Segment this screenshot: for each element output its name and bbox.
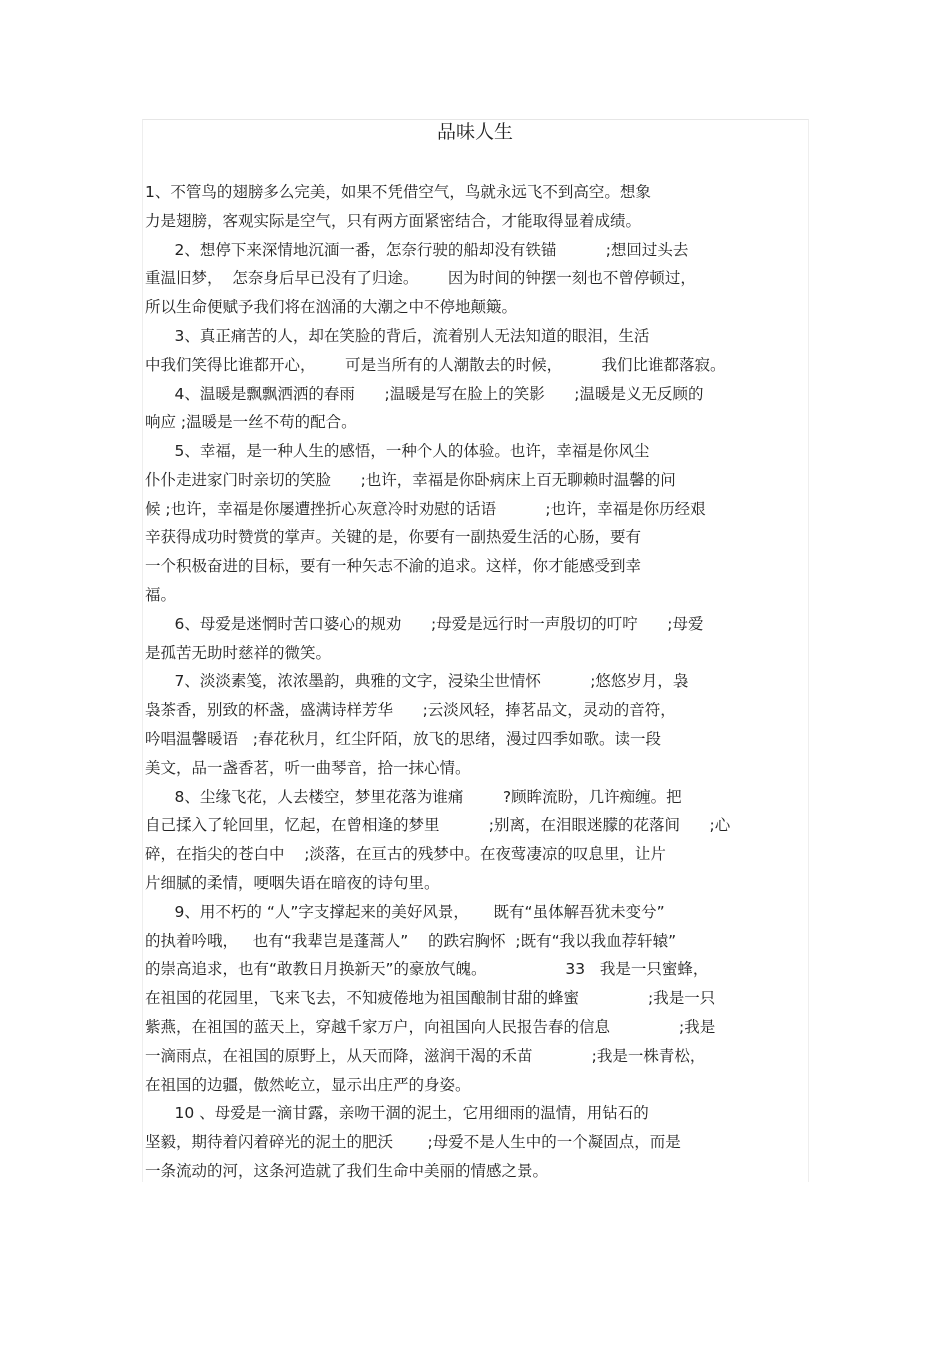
text-line: 8、尘缘飞花，人去楼空，梦里花落为谁痛 ?顾眸流盼，几许痴缠。把	[145, 788, 682, 806]
text-line: 一条流动的河，这条河造就了我们生命中美丽的情感之景。	[145, 1162, 549, 1180]
text-line: 10 、母爱是一滴甘露，亲吻干涸的泥土，它用细雨的温情，用钻石的	[145, 1104, 649, 1122]
text-line: 一滴雨点，在祖国的原野上，从天而降，滋润干渴的禾苗 ;我是一株青松，	[145, 1047, 706, 1065]
text-line: 所以生命便赋予我们将在汹涌的大潮之中不停地颠簸。	[145, 298, 518, 316]
text-line: 碎，在指尖的苍白中 ;淡落，在亘古的残梦中。在夜莺凄凉的叹息里，让片	[145, 845, 666, 863]
text-line: 的执着吟哦， 也有“我辈岂是蓬蒿人” 的跌宕胸怀 ;既有“我以我血荐轩辕”	[145, 932, 677, 950]
text-line: 6、母爱是迷惘时苦口婆心的规劝 ;母爱是远行时一声殷切的叮咛 ;母爱	[145, 615, 704, 633]
text-line: 美文，品一盏香茗，听一曲琴音，拾一抹心情。	[145, 759, 471, 777]
text-line: 5、幸福，是一种人生的感悟，一种个人的体验。也许，幸福是你风尘	[145, 442, 650, 460]
text-line: 仆仆走进家门时亲切的笑脸 ;也许，幸福是你卧病床上百无聊赖时温馨的问	[145, 471, 676, 489]
text-line: 力是翅膀，客观实际是空气，只有两方面紧密结合，才能取得显着成绩。	[145, 212, 642, 230]
text-line: 9、用不朽的 “人”字支撑起来的美好风景， 既有“虽体解吾犹未变兮”	[145, 903, 665, 921]
text-line: 袅茶香，别致的杯盏，盛满诗样芳华 ;云淡风轻，捧茗品文，灵动的音符，	[145, 701, 676, 719]
text-line: 片细腻的柔情，哽咽失语在暗夜的诗句里。	[145, 874, 440, 892]
text-line: 重温旧梦， 怎奈身后早已没有了归途。 因为时间的钟摆一刻也不曾停顿过，	[145, 269, 696, 287]
text-line: 自己揉入了轮回里，忆起，在曾相逢的梦里 ;别离，在泪眼迷朦的花落间 ;心	[145, 816, 731, 834]
text-line: 在祖国的花园里，飞来飞去，不知疲倦地为祖国酿制甘甜的蜂蜜 ;我是一只	[145, 989, 716, 1007]
text-line: 一个积极奋进的目标，要有一种矢志不渝的追求。这样，你才能感受到幸	[145, 557, 642, 575]
text-line: 7、淡淡素笺，浓浓墨韵，典雅的文字，浸染尘世情怀 ;悠悠岁月，袅	[145, 672, 689, 690]
text-line: 响应 ;温暖是一丝不苟的配合。	[145, 413, 357, 431]
text-line: 福。	[145, 586, 177, 604]
text-line: 在祖国的边疆，傲然屹立，显示出庄严的身姿。	[145, 1076, 471, 1094]
text-line: 吟唱温馨暖语 ;春花秋月，红尘阡陌，放飞的思绪，漫过四季如歌。读一段	[145, 730, 662, 748]
text-line: 4、温暖是飘飘洒洒的春雨 ;温暖是写在脸上的笑影 ;温暖是义无反顾的	[145, 385, 704, 403]
text-line: 2、想停下来深情地沉湎一番，怎奈行驶的船却没有铁锚 ;想回过头去	[145, 241, 689, 259]
text-line: 候 ;也许，幸福是你屡遭挫折心灰意冷时劝慰的话语 ;也许，幸福是你历经艰	[145, 500, 706, 518]
document-title: 品味人生	[436, 121, 513, 143]
text-line: 辛获得成功时赞赏的掌声。关键的是，你要有一副热爱生活的心肠，要有	[145, 528, 642, 546]
text-line: 3、真正痛苦的人，却在笑脸的背后，流着别人无法知道的眼泪，生活	[145, 327, 650, 345]
text-line: 坚毅，期待着闪着碎光的泥土的肥沃 ;母爱不是人生中的一个凝固点，而是	[145, 1133, 681, 1151]
text-line: 的崇高追求，也有“敢教日月换新天”的豪放气魄。 33 我是一只蜜蜂，	[145, 960, 709, 978]
text-line: 1、不管鸟的翅膀多么完美，如果不凭借空气，鸟就永远飞不到高空。想象	[145, 183, 651, 201]
text-line: 是孤苦无助时慈祥的微笑。	[145, 644, 332, 662]
text-line: 紫燕，在祖国的蓝天上，穿越千家万户，向祖国向人民报告春的信息 ;我是	[145, 1018, 716, 1036]
text-line: 中我们笑得比谁都开心， 可是当所有的人潮散去的时候， 我们比谁都落寂。	[145, 356, 726, 374]
